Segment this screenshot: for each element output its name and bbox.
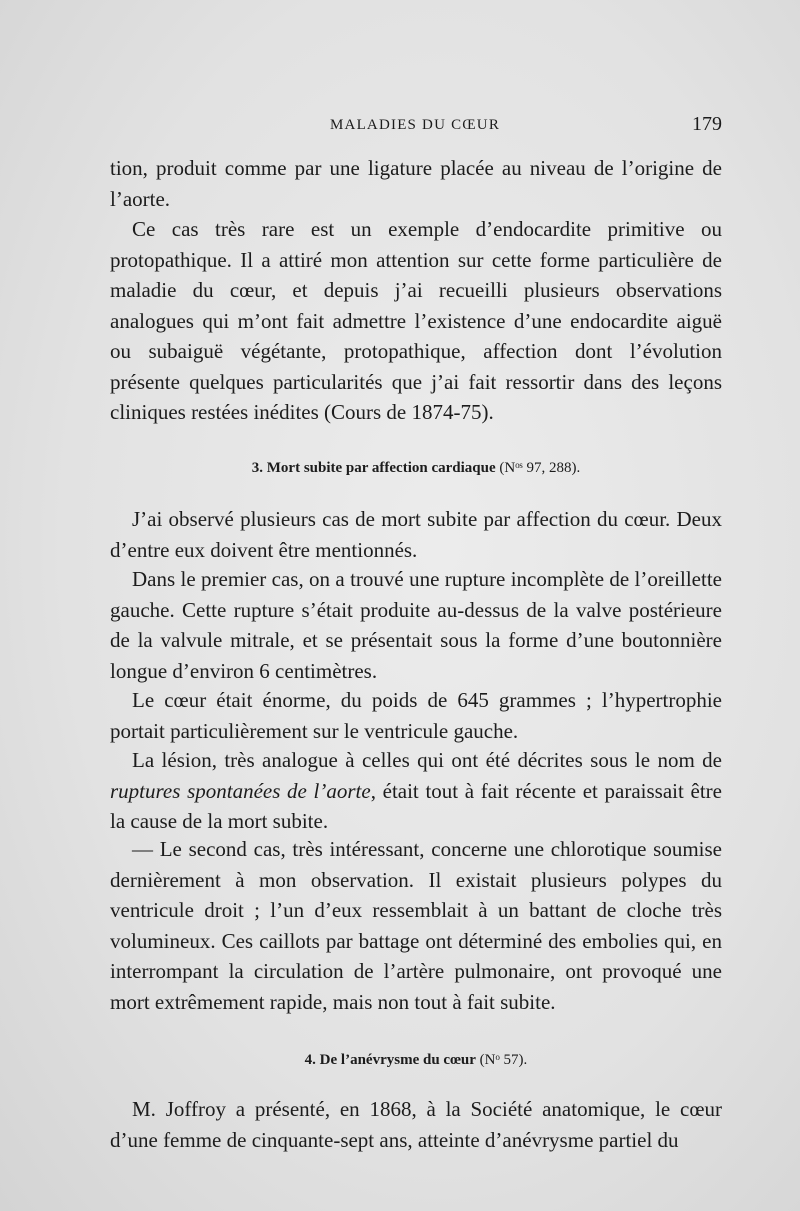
running-title: MALADIES DU CŒUR	[330, 117, 501, 133]
section-heading-3	[110, 460, 722, 477]
section-4-title: 4. De l’anévrysme du cœur	[304, 1052, 476, 1068]
section-4-ref: (Nᵒ 57).	[479, 1052, 528, 1068]
section-3-title: 3. Mort subite par affection cardiaque	[251, 460, 496, 476]
section-3-ref: (Nᵒˢ 97, 288).	[499, 460, 581, 476]
lesion-text-before: La lésion, très analogue à celles qui ont été décrites sous le nom de	[132, 748, 722, 772]
paragraph-continuation: tion, produit comme par une ligature placée au niveau de l’origine de l’aorte.	[110, 156, 722, 211]
page-header	[110, 113, 722, 139]
paragraph-second-case: — Le second cas, très intéressant, concerne une chlorotique soumise dernièrement à mon observation. Il existait plusieurs polypes du ventricule droit ; l’un d’eux ressemblait à un battant de cloche très volumineux. Ces caillots par battage ont déterminé des embolies qui, en interrompant la circulation de l’artère pulmonaire, ont provoqué une mort extrêmement rapide, mais non tout à fait subite.	[110, 837, 722, 1014]
paragraph-endocarditis: Ce cas très rare est un exemple d’endocardite primitive ou protopathique. Il a attiré mon attention sur cette forme particulière de maladie du cœur, et depuis j’ai recueilli plusieurs observations analogues qui m’ont fait admettre l’existence d’une endocardite aiguë ou subaiguë végétante, protopathique, affection dont l’évolution présente quelques particularités que j’ai fait ressortir dans des leçons cliniques restées inédites (Cours de 1874-75).	[110, 217, 722, 424]
section-heading-4	[110, 1052, 722, 1069]
lesion-italic-term: ruptures spontanées de l’aorte	[110, 778, 371, 803]
lesion-text-after: , était tout à fait récente et paraissait être la cause de la mort subite.	[110, 778, 722, 833]
paragraph-first-case: Dans le premier cas, on a trouvé une rupture incomplète de l’oreillette gauche. Cette rupture s’était produite au-dessus de la valve postérieure de la valvule mitrale, et se présentait sous la forme d’une boutonnière longue d’environ 6 centimètres.	[110, 567, 722, 683]
page-number: 179	[692, 113, 722, 135]
paragraph-lesion	[110, 745, 722, 837]
paragraph-joffroy: M. Joffroy a présenté, en 1868, à la Société anatomique, le cœur d’une femme de cinquante-sept ans, atteinte d’anévrysme partiel du	[110, 1097, 722, 1152]
paragraph-heart-weight: Le cœur était énorme, du poids de 645 grammes ; l’hypertrophie portait particulièrement sur le ventricule gauche.	[110, 688, 722, 743]
paragraph-sudden-death-intro: J’ai observé plusieurs cas de mort subite par affection du cœur. Deux d’entre eux doivent être mentionnés.	[110, 507, 722, 562]
